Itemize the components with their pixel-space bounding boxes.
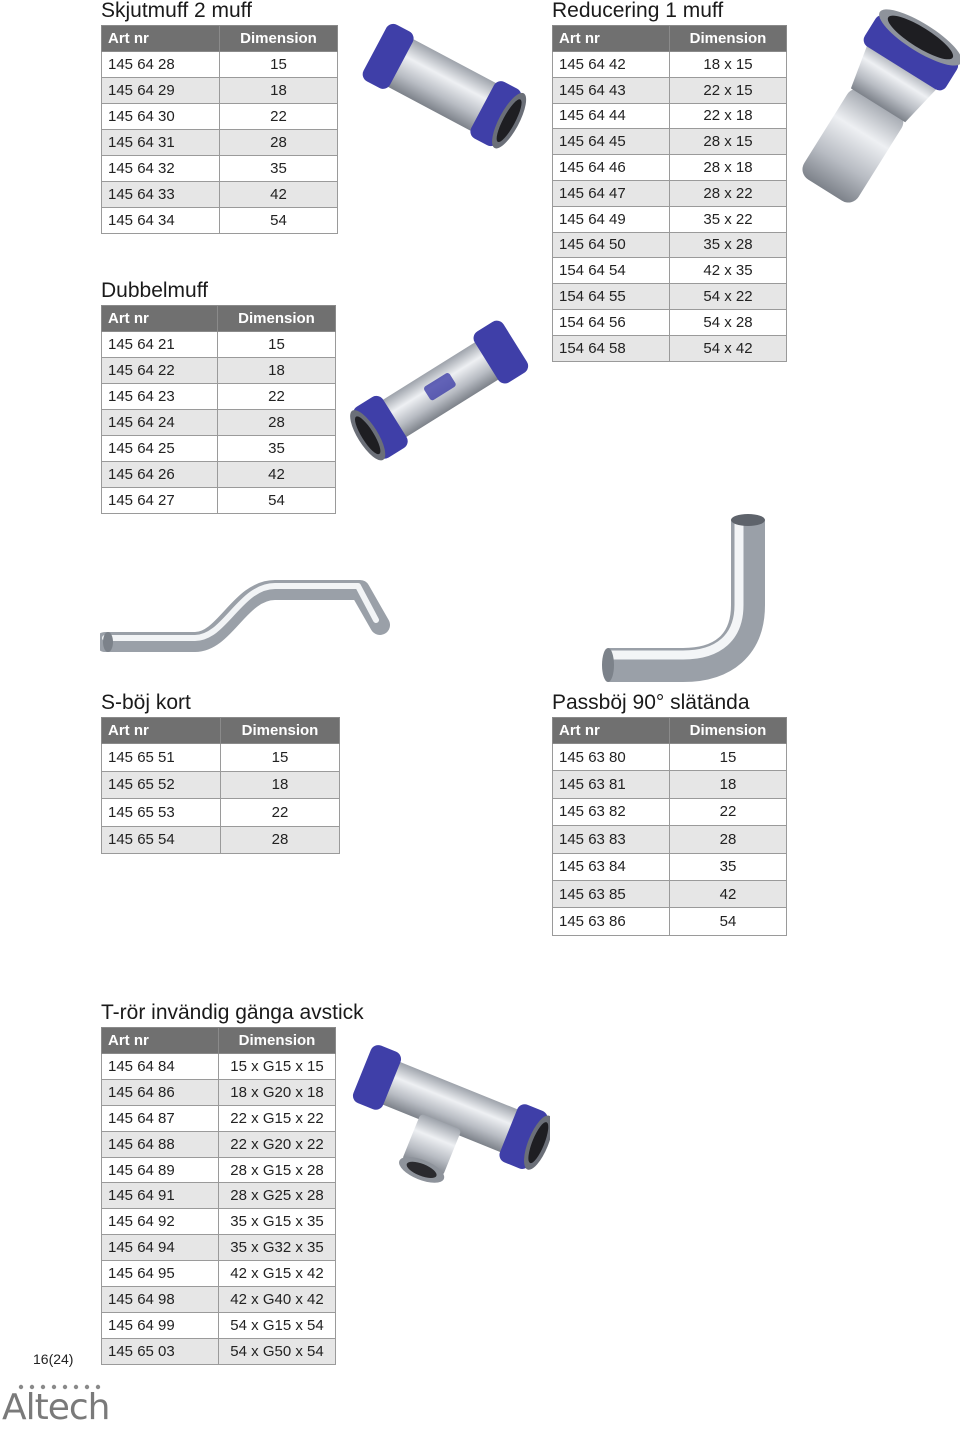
section-title-passboj: Passböj 90° slätända xyxy=(552,691,750,714)
dimension-cell: 15 xyxy=(221,744,340,772)
dimension-cell: 28 x 15 xyxy=(670,129,787,155)
art-nr-cell: 145 64 86 xyxy=(102,1079,219,1105)
table-row xyxy=(102,78,338,104)
table-row xyxy=(553,206,787,232)
table-row xyxy=(102,1209,336,1235)
page-number: 16(24) xyxy=(33,1351,74,1367)
table-row xyxy=(102,52,338,78)
table-row xyxy=(102,1183,336,1209)
tror-table xyxy=(101,1027,336,1365)
col-header-dimension: Dimension xyxy=(670,26,787,52)
dimension-cell: 22 xyxy=(221,799,340,827)
art-nr-cell: 145 64 87 xyxy=(102,1105,219,1131)
art-nr-cell: 145 65 54 xyxy=(102,826,221,854)
dimension-cell: 22 x 18 xyxy=(670,103,787,129)
art-nr-cell: 145 64 21 xyxy=(102,332,218,358)
table-row xyxy=(102,1054,336,1080)
dimension-cell: 42 x 35 xyxy=(670,258,787,284)
table-row xyxy=(102,771,340,799)
art-nr-cell: 154 64 54 xyxy=(553,258,670,284)
art-nr-cell: 145 64 47 xyxy=(553,180,670,206)
dimension-cell: 18 xyxy=(218,358,336,384)
col-header-art: Art nr xyxy=(553,718,670,744)
art-nr-cell: 145 65 51 xyxy=(102,744,221,772)
table-row xyxy=(102,104,338,130)
table-row xyxy=(553,744,787,771)
dimension-cell: 54 x G50 x 54 xyxy=(219,1338,336,1364)
art-nr-cell: 145 63 85 xyxy=(553,880,670,907)
col-header-dimension: Dimension xyxy=(670,718,787,744)
dimension-cell: 18 xyxy=(220,78,338,104)
col-header-art: Art nr xyxy=(553,26,670,52)
art-nr-cell: 145 64 29 xyxy=(102,78,220,104)
art-nr-cell: 145 63 81 xyxy=(553,771,670,798)
table-row xyxy=(102,826,340,854)
dimension-cell: 54 xyxy=(218,488,336,514)
dimension-cell: 42 xyxy=(220,182,338,208)
art-nr-cell: 145 64 84 xyxy=(102,1054,219,1080)
table-row xyxy=(102,744,340,772)
table-row xyxy=(102,462,336,488)
art-nr-cell: 145 64 94 xyxy=(102,1235,219,1261)
dimension-cell: 35 x G32 x 35 xyxy=(219,1235,336,1261)
table-row xyxy=(102,130,338,156)
art-nr-cell: 145 64 44 xyxy=(553,103,670,129)
table-row xyxy=(102,1338,336,1364)
dimension-cell: 35 xyxy=(670,853,787,880)
art-nr-cell: 145 64 28 xyxy=(102,52,220,78)
art-nr-cell: 145 63 86 xyxy=(553,908,670,935)
passboj-table xyxy=(552,717,787,936)
art-nr-cell: 145 64 88 xyxy=(102,1131,219,1157)
col-header-dimension: Dimension xyxy=(221,718,340,744)
table-row xyxy=(102,332,336,358)
art-nr-cell: 145 65 53 xyxy=(102,799,221,827)
dimension-cell: 28 xyxy=(220,130,338,156)
col-header-dimension: Dimension xyxy=(219,1028,336,1054)
art-nr-cell: 145 64 25 xyxy=(102,436,218,462)
table-row xyxy=(102,1235,336,1261)
table-row xyxy=(553,180,787,206)
skjutmuff-table xyxy=(101,25,338,234)
dimension-cell: 35 xyxy=(220,156,338,182)
table-row xyxy=(553,155,787,181)
reducering-table xyxy=(552,25,787,362)
col-header-art: Art nr xyxy=(102,718,221,744)
art-nr-cell: 145 64 42 xyxy=(553,52,670,78)
table-row xyxy=(102,1287,336,1313)
art-nr-cell: 145 64 31 xyxy=(102,130,220,156)
dimension-cell: 54 x 42 xyxy=(670,335,787,361)
art-nr-cell: 145 63 83 xyxy=(553,826,670,853)
dimension-cell: 28 x 22 xyxy=(670,180,787,206)
table-row xyxy=(102,384,336,410)
dimension-cell: 22 x 15 xyxy=(670,77,787,103)
art-nr-cell: 145 64 32 xyxy=(102,156,220,182)
table-row xyxy=(553,258,787,284)
dimension-cell: 15 xyxy=(220,52,338,78)
table-row xyxy=(102,410,336,436)
table-row xyxy=(553,77,787,103)
art-nr-cell: 145 64 45 xyxy=(553,129,670,155)
table-row xyxy=(102,1261,336,1287)
section-title-skjutmuff: Skjutmuff 2 muff xyxy=(101,0,252,22)
art-nr-cell: 145 64 33 xyxy=(102,182,220,208)
art-nr-cell: 145 65 52 xyxy=(102,771,221,799)
table-row xyxy=(553,309,787,335)
dimension-cell: 42 xyxy=(670,880,787,907)
dimension-cell: 28 x 18 xyxy=(670,155,787,181)
sboj-table xyxy=(101,717,340,854)
table-row xyxy=(553,103,787,129)
art-nr-cell: 154 64 56 xyxy=(553,309,670,335)
table-row xyxy=(553,826,787,853)
dimension-cell: 54 x G15 x 54 xyxy=(219,1312,336,1338)
table-row xyxy=(102,156,338,182)
table-row xyxy=(102,1312,336,1338)
section-title-dubbelmuff: Dubbelmuff xyxy=(101,279,209,302)
art-nr-cell: 145 65 03 xyxy=(102,1338,219,1364)
table-row xyxy=(553,880,787,907)
dimension-cell: 15 xyxy=(670,744,787,771)
dimension-cell: 35 x 22 xyxy=(670,206,787,232)
art-nr-cell: 145 64 95 xyxy=(102,1261,219,1287)
art-nr-cell: 145 64 23 xyxy=(102,384,218,410)
art-nr-cell: 145 63 82 xyxy=(553,798,670,825)
dimension-cell: 54 xyxy=(670,908,787,935)
table-row xyxy=(553,908,787,935)
table-row xyxy=(553,129,787,155)
dimension-cell: 15 xyxy=(218,332,336,358)
art-nr-cell: 145 64 92 xyxy=(102,1209,219,1235)
s-bend-pipe-photo xyxy=(100,570,390,670)
table-row xyxy=(102,1079,336,1105)
table-row xyxy=(102,208,338,234)
art-nr-cell: 145 64 22 xyxy=(102,358,218,384)
col-header-art: Art nr xyxy=(102,306,218,332)
dimension-cell: 35 xyxy=(218,436,336,462)
art-nr-cell: 145 64 50 xyxy=(553,232,670,258)
dimension-cell: 28 x G15 x 28 xyxy=(219,1157,336,1183)
altech-logo xyxy=(2,1384,110,1428)
art-nr-cell: 145 64 43 xyxy=(553,77,670,103)
dimension-cell: 35 x G15 x 35 xyxy=(219,1209,336,1235)
col-header-dimension: Dimension xyxy=(218,306,336,332)
dimension-cell: 18 xyxy=(670,771,787,798)
art-nr-cell: 154 64 55 xyxy=(553,284,670,310)
dubbelmuff-coupling-photo xyxy=(345,315,540,465)
art-nr-cell: 145 64 34 xyxy=(102,208,220,234)
logo-text: Altech xyxy=(2,1387,110,1428)
dimension-cell: 22 xyxy=(218,384,336,410)
col-header-dimension: Dimension xyxy=(220,26,338,52)
table-row xyxy=(553,284,787,310)
dimension-cell: 28 xyxy=(218,410,336,436)
section-title-reducering: Reducering 1 muff xyxy=(552,0,724,22)
table-row xyxy=(102,358,336,384)
art-nr-cell: 145 64 30 xyxy=(102,104,220,130)
dimension-cell: 54 x 28 xyxy=(670,309,787,335)
art-nr-cell: 145 64 46 xyxy=(553,155,670,181)
dimension-cell: 22 xyxy=(220,104,338,130)
art-nr-cell: 145 64 91 xyxy=(102,1183,219,1209)
art-nr-cell: 145 64 89 xyxy=(102,1157,219,1183)
col-header-art: Art nr xyxy=(102,26,220,52)
table-row xyxy=(553,232,787,258)
table-row xyxy=(553,335,787,361)
dimension-cell: 42 x G40 x 42 xyxy=(219,1287,336,1313)
section-title-sboj: S-böj kort xyxy=(101,691,191,714)
section-title-tror: T-rör invändig gänga avstick xyxy=(101,1001,364,1024)
art-nr-cell: 145 64 49 xyxy=(553,206,670,232)
dimension-cell: 18 x G20 x 18 xyxy=(219,1079,336,1105)
dimension-cell: 22 x G15 x 22 xyxy=(219,1105,336,1131)
dubbelmuff-table xyxy=(101,305,336,514)
col-header-art: Art nr xyxy=(102,1028,219,1054)
dimension-cell: 35 x 28 xyxy=(670,232,787,258)
elbow-90-pipe-photo xyxy=(553,505,808,685)
dimension-cell: 15 x G15 x 15 xyxy=(219,1054,336,1080)
tee-threaded-branch-photo xyxy=(340,1045,550,1195)
dimension-cell: 28 xyxy=(221,826,340,854)
art-nr-cell: 145 63 84 xyxy=(553,853,670,880)
skjutmuff-coupling-photo xyxy=(350,20,535,150)
table-row xyxy=(553,52,787,78)
table-row xyxy=(102,1157,336,1183)
art-nr-cell: 145 64 27 xyxy=(102,488,218,514)
table-row xyxy=(102,488,336,514)
dimension-cell: 28 xyxy=(670,826,787,853)
table-row xyxy=(102,1131,336,1157)
dimension-cell: 42 x G15 x 42 xyxy=(219,1261,336,1287)
dimension-cell: 28 x G25 x 28 xyxy=(219,1183,336,1209)
art-nr-cell: 145 64 99 xyxy=(102,1312,219,1338)
dimension-cell: 22 x G20 x 22 xyxy=(219,1131,336,1157)
art-nr-cell: 145 63 80 xyxy=(553,744,670,771)
dimension-cell: 18 xyxy=(221,771,340,799)
table-row xyxy=(553,798,787,825)
dimension-cell: 18 x 15 xyxy=(670,52,787,78)
dimension-cell: 22 xyxy=(670,798,787,825)
table-row xyxy=(102,799,340,827)
art-nr-cell: 145 64 98 xyxy=(102,1287,219,1313)
art-nr-cell: 145 64 26 xyxy=(102,462,218,488)
dimension-cell: 42 xyxy=(218,462,336,488)
table-row xyxy=(102,182,338,208)
reducer-fitting-photo xyxy=(795,5,960,210)
table-row xyxy=(102,1105,336,1131)
art-nr-cell: 145 64 24 xyxy=(102,410,218,436)
table-row xyxy=(102,436,336,462)
table-row xyxy=(553,771,787,798)
dimension-cell: 54 x 22 xyxy=(670,284,787,310)
art-nr-cell: 154 64 58 xyxy=(553,335,670,361)
table-row xyxy=(553,853,787,880)
dimension-cell: 54 xyxy=(220,208,338,234)
